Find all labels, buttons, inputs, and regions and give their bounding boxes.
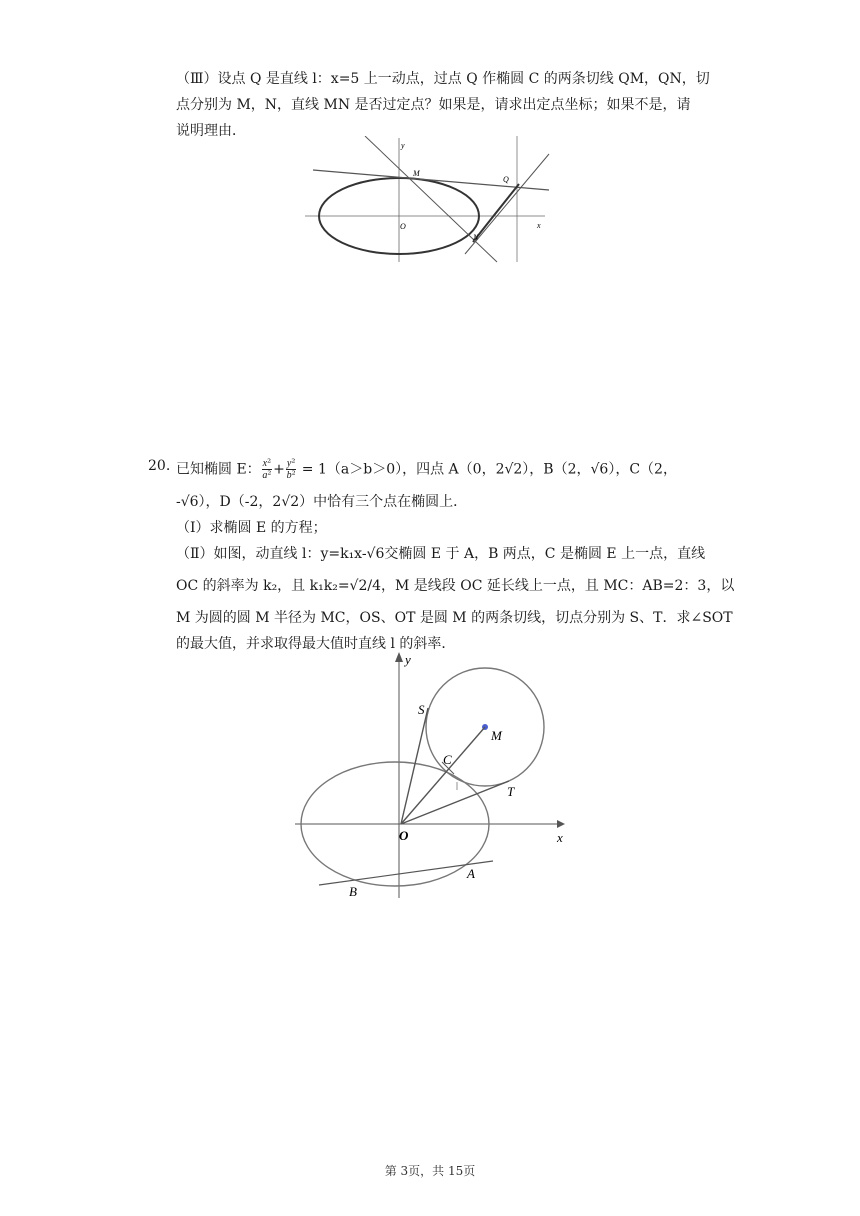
line-mn	[365, 136, 497, 262]
label-n: N	[473, 233, 479, 242]
q20-line7: 的最大值，并求取得最大值时直线 l 的斜率．	[176, 636, 456, 652]
q20-number: 20.	[148, 458, 171, 474]
label-m: M	[413, 169, 420, 178]
label-y: y	[401, 141, 405, 150]
line-om	[401, 727, 485, 824]
q20-line6: M 为圆的圆 M 半径为 MC，OS、OT 是圆 M 的两条切线，切点分别为 S、T．求∠SOT	[176, 610, 733, 626]
label-q: Q	[503, 175, 509, 184]
label-m: M	[491, 728, 502, 743]
x-axis-arrow	[557, 820, 565, 828]
label-y: y	[405, 652, 411, 667]
tangent-ot	[401, 781, 509, 824]
frac-y2b2: $\frac{\text{y²}}{\text{b²}}$	[286, 458, 296, 481]
figure-ellipse-tangents	[305, 136, 550, 264]
q19-part3-line3: 说明理由．	[176, 123, 246, 139]
q20-line2: -√6），D（-2，2√2）中恰有三个点在椭圆上．	[176, 494, 468, 510]
q19-part3-line2: 点分别为 M，N，直线 MN 是否过定点？如果是，请求出定点坐标；如果不是，请	[176, 97, 691, 113]
label-o: O	[399, 828, 409, 843]
tangent-os	[401, 708, 428, 824]
label-x: x	[557, 830, 563, 845]
tangent-qn	[473, 184, 519, 242]
q20-line3: （Ⅰ）求椭圆 E 的方程；	[176, 520, 327, 536]
label-a: A	[467, 866, 475, 881]
q20-line4: （Ⅱ）如图，动直线 l：y=k₁x-√6交椭圆 E 于 A，B 两点，C 是椭圆 E 上一点，直线	[176, 546, 706, 562]
figure-ellipse-circle	[295, 650, 570, 900]
q20-line1: 已知椭圆 E： $\frac{\text{x²}}{\text{a²}}$ + $\frac{\text{y²}}{\text{b²}}$ = 1（a＞b＞0），四点 A（0，2√2），B（2，√6），C（2，	[176, 458, 677, 481]
label-s: S	[418, 702, 425, 717]
label-o: O	[400, 222, 406, 231]
q19-part3-line1: （Ⅲ）设点 Q 是直线 l：x=5 上一动点，过点 Q 作椭圆 C 的两条切线 QM，QN，切	[176, 71, 710, 87]
label-t: T	[507, 784, 515, 799]
q20-line5: OC 的斜率为 k₂，且 k₁k₂=√2/4，M 是线段 OC 延长线上一点，且 MC：AB=2：3，以	[176, 578, 735, 594]
page-footer: 第 3页，共 15页	[384, 1164, 476, 1178]
label-b: B	[349, 884, 357, 899]
q20-line1-a: 已知椭圆 E：	[176, 461, 261, 478]
frac-x2a2: $\frac{\text{x²}}{\text{a²}}$	[262, 458, 272, 481]
q20-line1-b: （a＞b＞0），四点 A（0，2√2），B（2，√6），C（2，	[326, 461, 677, 478]
y-axis-arrow	[395, 652, 403, 662]
label-x: x	[537, 221, 541, 230]
label-c: C	[443, 752, 452, 767]
